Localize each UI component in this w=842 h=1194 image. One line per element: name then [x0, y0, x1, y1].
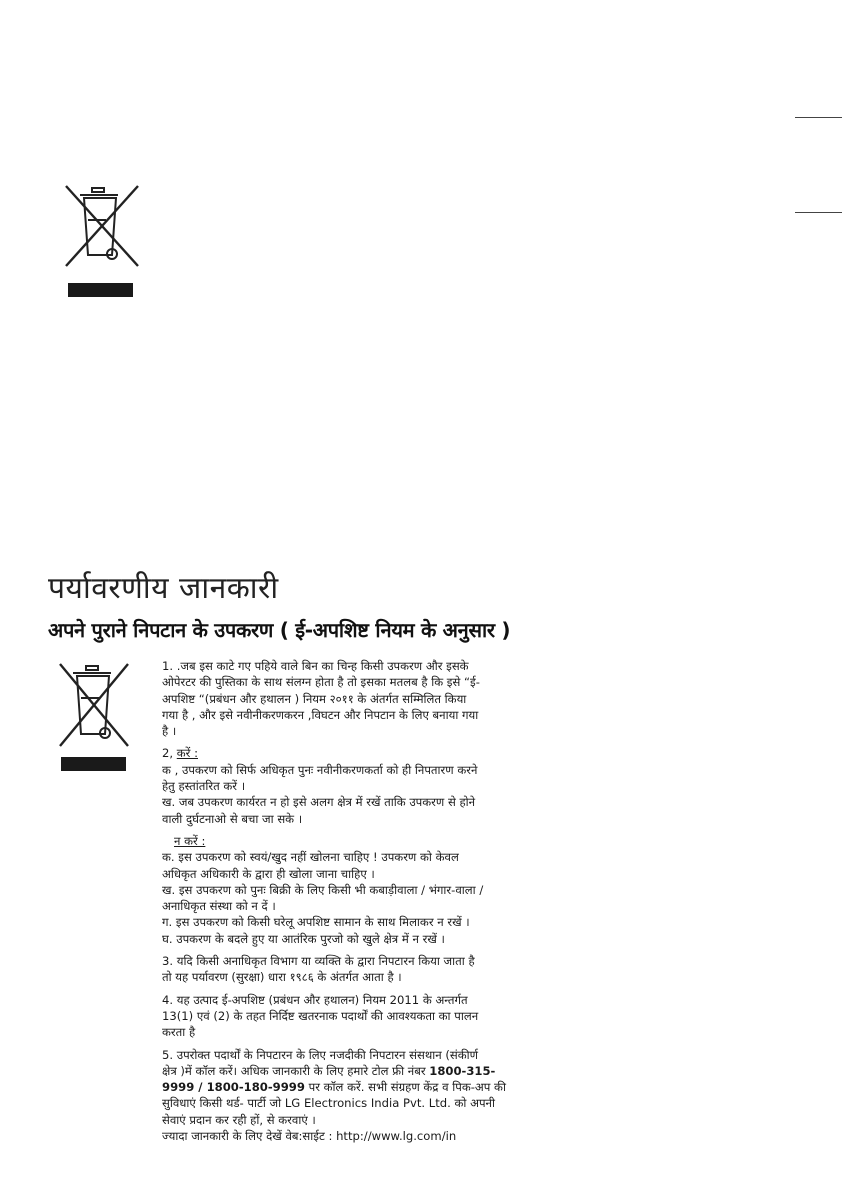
para-5-line: [162, 1079, 602, 1095]
donts-item: क. इस उपकरण को स्वयं/खुद नहीं खोलना चाहिए ! उपकरण को केवल: [162, 850, 459, 865]
dos-item: ख. जब उपकरण कार्यरत न हो इसे अलग क्षेत्र में रखें ताकि उपकरण से होने: [162, 795, 476, 810]
donts-label: न करें :: [174, 833, 206, 848]
donts-item: अधिकृत अधिकारी के द्वारा ही खोला जाना चाहिए ।: [162, 866, 375, 881]
para-4-line: 13(1) एवं (2) के तहत निर्दिष्ट खतरनाक पदार्थों की आवश्यकता का पालन: [162, 1008, 479, 1023]
donts-item: अनाधिकृत संस्था को न दें ।: [162, 899, 276, 914]
margin-rule-bottom: [795, 212, 842, 213]
para-1-line: गया है , और इसे नवीनीकरणकरन ,विघटन और निपटान के लिए बनाया गया: [162, 707, 479, 722]
donts-item: ग. इस उपकरण को किसी घरेलू अपशिष्ट सामान के साथ मिलाकर न रखें ।: [162, 915, 470, 930]
para-5-line: 5. उपरोक्त पदार्थों के निपटारन के लिए नजदीकी निपटारन संसथान (संकीर्ण: [162, 1047, 479, 1062]
donts-item: ख. इस उपकरण को पुनः बिक्री के लिए किसी भी कबाड़ीवाला / भंगार-वाला /: [162, 882, 484, 897]
para-1-line: ओपेरटर की पुस्तिका के साथ संलग्न होता है तो इसका मतलब है कि इसे “ई-: [162, 675, 480, 690]
para-5-line: सेवाएं प्रदान कर रही हों, से करवाएं ।: [162, 1112, 316, 1127]
para-4-line: करता है: [162, 1025, 196, 1040]
para-5-line: [162, 1063, 602, 1079]
para-5-text: को अपनी: [450, 1096, 495, 1111]
para-5-text: सुविधाएं किसी थर्ड- पार्टी जो: [162, 1096, 285, 1111]
para-1-line: अपशिष्ट “(प्रबंधन और हथालन ) नियम २०११ के अंतर्गत सम्मिलित किया: [162, 691, 467, 706]
toll-free-number: 9999 / 1800-180-9999: [162, 1080, 305, 1095]
dos-heading: [162, 745, 602, 761]
donts-item: घ. उपकरण के बदले हुए या आतंरिक पुरजो को खुले क्षेत्र में न रखें ।: [162, 931, 445, 946]
crossed-out-wheelie-bin-icon: [62, 182, 142, 272]
toll-free-number: 1800-315-: [429, 1063, 496, 1078]
para-1-line: है ।: [162, 724, 177, 739]
para-3-line: तो यह पर्यावरण (सुरक्षा) धारा १९८६ के अंतर्गत आता है ।: [162, 970, 402, 985]
company-name: LG Electronics India Pvt. Ltd.: [284, 1096, 451, 1111]
dos-item: क , उपकरण को सिर्फ अधिकृत पुनः नवीनीकरणकर्ता को ही निपतारण करने: [162, 762, 478, 777]
dos-item: हेतु हस्तांतरित करें ।: [162, 779, 246, 794]
dos-number: 2,: [162, 746, 174, 761]
website-line: ज्यादा जानकारी के लिए देखें वेब:साईट : http://www.lg.com/in: [162, 1129, 457, 1144]
section-subtitle: अपने पुराने निपटान के उपकरण ( ई-अपशिष्ट नियम के अनुसार ): [48, 618, 511, 642]
bin-symbol-bar: [61, 757, 126, 771]
dos-label: करें :: [176, 746, 198, 761]
crossed-out-wheelie-bin-icon: [56, 660, 132, 752]
page-title: पर्यावरणीय जानकारी: [48, 571, 279, 606]
para-5-text: पर कॉल करें. सभी संग्रहण केंद्र व पिक-अप की: [304, 1080, 506, 1095]
para-1-line: 1. .जब इस काटे गए पहिये वाले बिन का चिन्ह किसी उपकरण और इसके: [162, 659, 469, 673]
margin-rule-top: [795, 117, 842, 118]
para-5-text: क्षेत्र )में कॉल करें। अधिक जानकारी के लिए हमारे टोल फ्री नंबर: [162, 1063, 430, 1078]
para-5-line: [162, 1095, 602, 1111]
ewaste-instructions: [162, 658, 602, 1144]
para-3-line: 3. यदि किसी अनाधिकृत विभाग या व्यक्ति के द्वारा निपटारन किया जाता है: [162, 954, 475, 969]
para-4-line: 4. यह उत्पाद ई-अपशिष्ट (प्रबंधन और हथालन) नियम 2011 के अन्तर्गत: [162, 992, 468, 1007]
dos-item: वाली दुर्घटनाओ से बचा जा सके ।: [162, 811, 303, 826]
bin-symbol-bar: [68, 283, 133, 297]
